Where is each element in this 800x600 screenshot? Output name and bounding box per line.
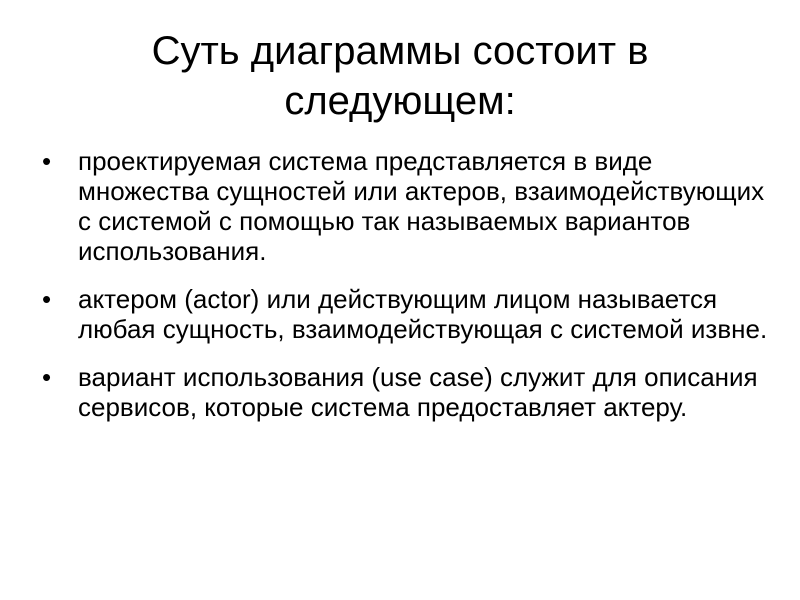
bullet-item-2 [40, 284, 770, 344]
bullet-item-3 [40, 362, 770, 422]
bullet-item-1 [40, 146, 770, 266]
bullet-text-3: вариант использования (use case) служит для описания сервисов, которые система предоставляет актеру. [78, 362, 758, 422]
bullet-dot-icon: • [42, 284, 52, 314]
bullet-dot-icon: • [42, 146, 52, 176]
bullet-dot-icon: • [42, 362, 52, 392]
bullet-text-1: проектируемая система представляется в виде множества сущностей или актеров, взаимодействующих с системой с помощью так называемых вариантов использования. [78, 146, 765, 266]
bullet-list [40, 146, 770, 440]
slide-title: Суть диаграммы состоит в следующем: [151, 29, 649, 123]
bullet-text-2: актером (actor) или действующим лицом называется любая сущность, взаимодействующая с системой извне. [78, 284, 768, 344]
